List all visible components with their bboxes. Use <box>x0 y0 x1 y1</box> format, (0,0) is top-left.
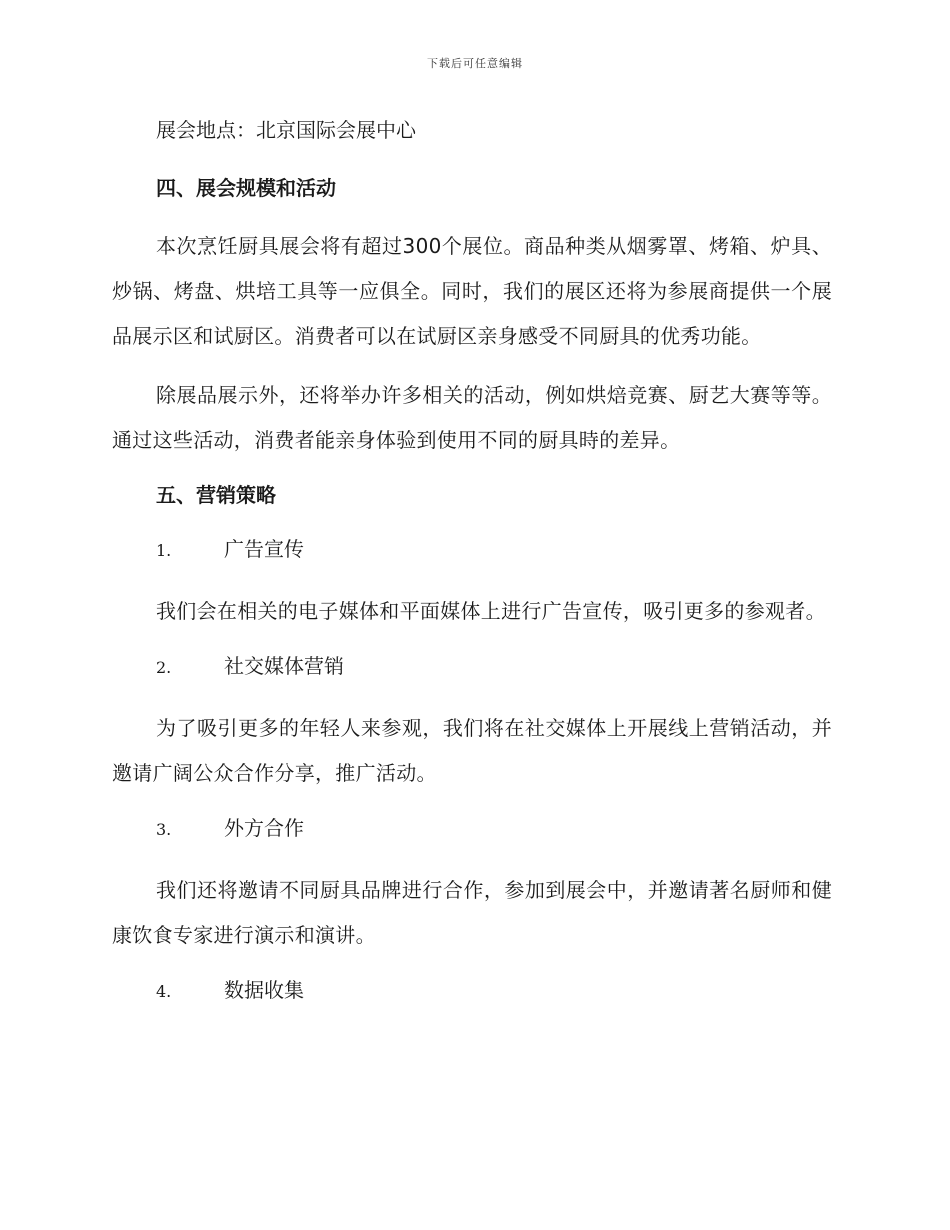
strategy-item-4-heading <box>112 972 832 1008</box>
venue-line <box>112 112 832 148</box>
list-label: 外方合作 <box>224 816 304 840</box>
section-4-paragraph-2: 除展品展示外，还将举办许多相关的活动，例如烘焙竞赛、厨艺大赛等等。通过这些活动，消费者能亲身体验到使用不同的厨具時的差异。 <box>112 383 832 452</box>
section-5-title: 五、营销策略 <box>156 483 276 507</box>
section-4-paragraph-1: 本次烹饪厨具展会将有超过300个展位。商品种类从烟雾罩、烤箱、炉具、炒锅、烤盘、烘培工具等一应俱全。同时，我们的展区还将为参展商提供一个展品展示区和试厨区。消费者可以在试厨区亲身感受不同厨具的优秀功能。 <box>112 234 832 348</box>
strategy-item-3-heading <box>112 810 832 846</box>
list-label: 社交媒体营销 <box>224 654 344 678</box>
page-header-note: 下载后可任意编辑 <box>427 57 523 70</box>
list-number: 1. <box>156 541 172 560</box>
list-number: 2. <box>156 658 172 677</box>
list-number: 3. <box>156 820 172 839</box>
section-4-title: 四、展会规模和活动 <box>156 176 336 200</box>
list-number: 4. <box>156 982 172 1001</box>
list-label: 数据收集 <box>224 978 304 1002</box>
strategy-item-2-heading <box>112 648 832 684</box>
strategy-item-3-text: 我们还将邀请不同厨具品牌进行合作，参加到展会中，并邀请著名厨师和健康饮食专家进行演示和演讲。 <box>112 878 832 947</box>
list-label: 广告宣传 <box>224 537 304 561</box>
venue-value: 北京国际会展中心 <box>256 118 416 142</box>
strategy-item-2-text: 为了吸引更多的年轻人来参观，我们将在社交媒体上开展线上营销活动，并邀请广阔公众合作分享，推广活动。 <box>112 716 832 785</box>
strategy-item-1-heading <box>112 531 832 567</box>
strategy-item-1-text: 我们会在相关的电子媒体和平面媒体上进行广告宣传，吸引更多的参观者。 <box>156 599 826 623</box>
venue-label: 展会地点： <box>156 118 256 142</box>
document-body <box>112 112 832 1030</box>
